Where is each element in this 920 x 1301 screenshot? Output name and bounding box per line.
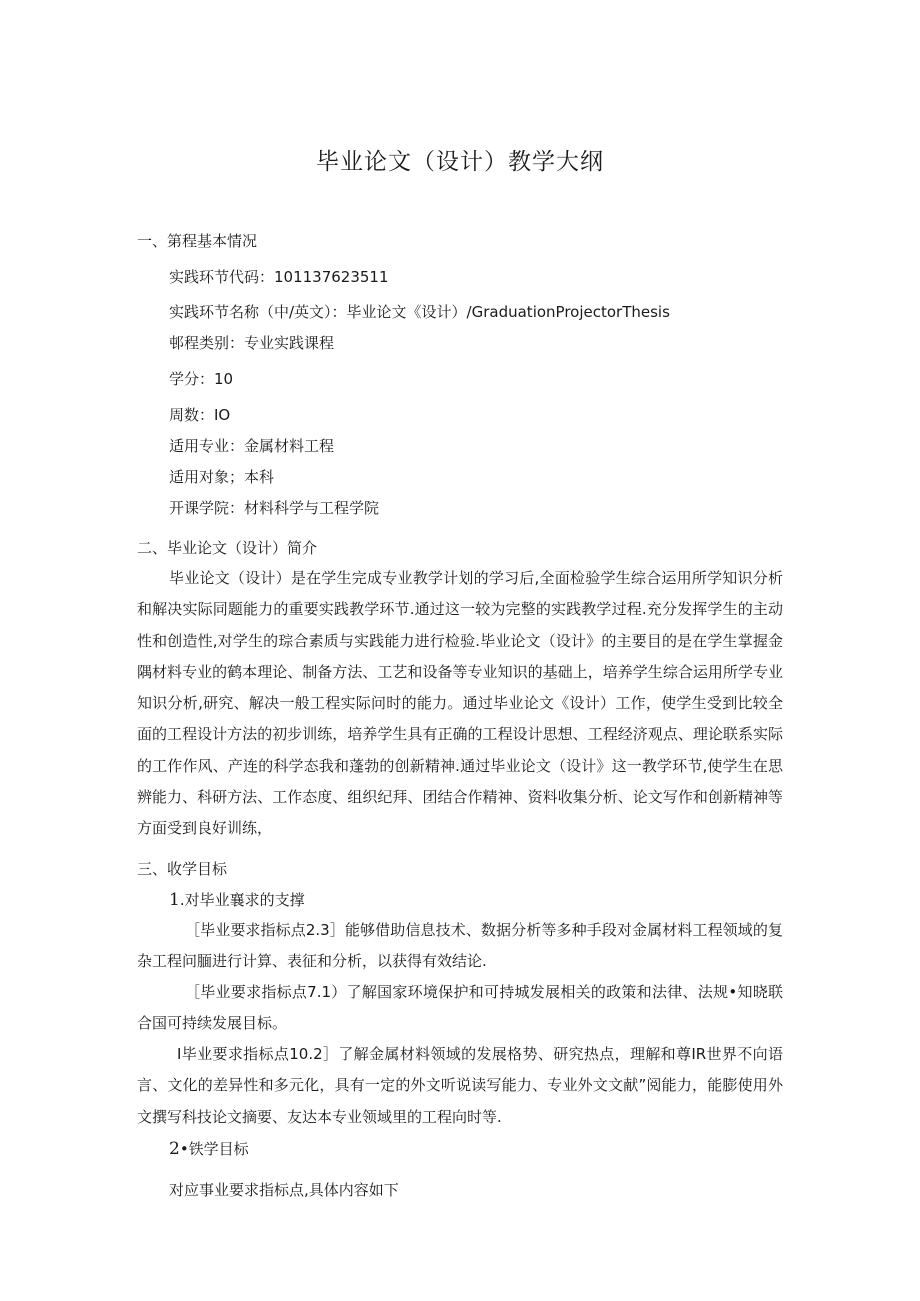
field-major: 适用专业：金属材料工程 [169, 437, 335, 455]
subsection-1-heading [169, 890, 305, 910]
field-target: 适用对象；本科 [169, 468, 275, 486]
field-practice-name: 实践环节名称（中/英文）：毕业论文《设计）/GraduationProjectorThesis [169, 303, 670, 321]
field-course-category: 邨程类别：专业实践课程 [169, 334, 335, 352]
subsection-2-number: 2 [169, 1139, 180, 1159]
section-2-paragraph: 毕业论文（设计）是在学生完成专业教学计划的学习后,全面检验学生综合运用所学知识分析和解决实际同题能力的重要实践教学环节.通过这一较为完整的实践教学过程.充分发挥学生的主动性和创造性,对学生的琮合素质与实践能力进行检验.毕业论文（设计》的主要目的是在学生掌握金隅材料专业的鹤本理论、制备方法、工艺和设备等专业知识的基础上，培养学生综合运用所学专业知识分析,研究、解决一般工程实际问时的能力。通过毕业论文《设计）工作，使学生受到比较全面的工程设计方法的初步训练，培养学生具有正确的工程设计思想、工程经济观点、理论联系实际的工作作风、产连的科学态我和蓬勃的创新精神.通过毕业论文（设计》这一教学环节,使学生在思辨能力、科研方法、工作态度、组织纪拜、团结合作精神、资料收集分析、论文写作和创新精神等方面受到良好训练， [137, 569, 783, 838]
requirement-2-3: ［毕业要求指标点2.3］能够借助信息技术、数据分析等多种手段对金属材料工程领域的复杂工程问腼进行计算、表征和分析，以获得有效结论. [137, 921, 783, 971]
document-title: 毕业论文（设计）教学大纲 [316, 149, 604, 175]
section-1-heading: 一、第程基本情况 [137, 232, 258, 250]
section-2-heading: 二、毕业论文（设计）简介 [137, 539, 318, 557]
subsection-1-text: .对毕业襄求的支撑 [179, 891, 305, 909]
section-3-heading: 三、收学目标 [137, 860, 228, 878]
closing-line: 对应事业要求指标点,具体内容如下 [169, 1181, 399, 1199]
field-credits: 学分：10 [169, 370, 234, 388]
subsection-2-heading [169, 1139, 249, 1159]
field-college: 开课学院：材料科学与工程学院 [169, 499, 380, 517]
subsection-1-number: 1 [169, 890, 180, 910]
subsection-2-text: •铁学目标 [179, 1140, 249, 1158]
field-weeks: 周数：IO [169, 406, 231, 424]
requirement-7-1: ［毕业要求指标点7.1）了解国家环境保护和可持城发展相关的政策和法律、法规•知晓联合国可持续发展目标。 [137, 983, 783, 1033]
requirement-10-2: I毕业要求指标点10.2］了解金属材料领域的发展格势、研究热点，理解和尊IR世界不向语言、文化的差异性和多元化，具有一定的外文听说读写能力、专业外文文献”阅能力，能膨使用外文撰写科技论文摘要、友达本专业领域里的工程向时等. [137, 1045, 783, 1126]
field-practice-code: 实践环节代码：101137623511 [169, 268, 389, 286]
